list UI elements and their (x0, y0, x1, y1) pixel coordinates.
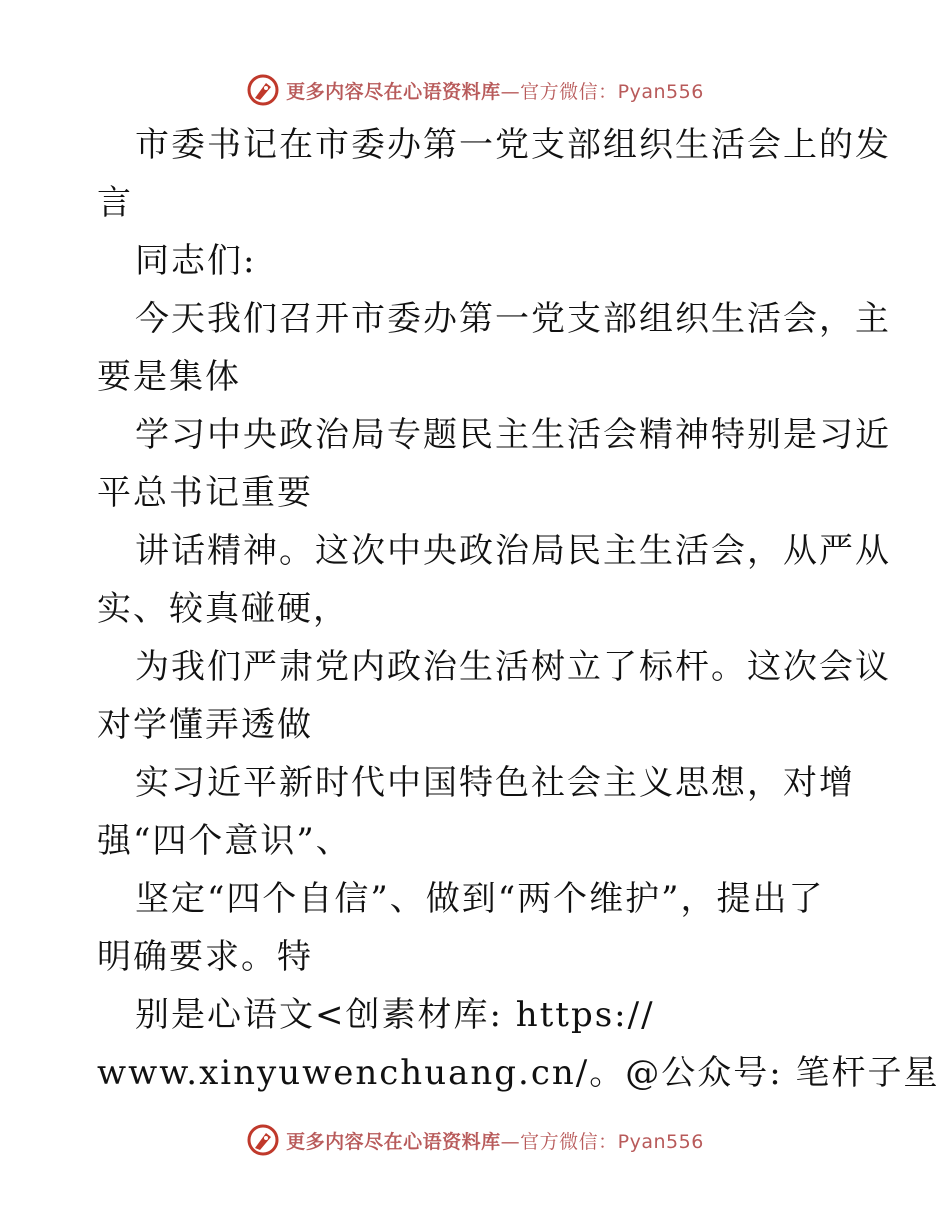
pen-nib-circle-icon (246, 1123, 280, 1157)
footer-banner (0, 1122, 950, 1158)
title-line-2: 言 (97, 183, 133, 223)
header-text-wechat: —官方微信：Pyan556 (500, 80, 704, 103)
paragraph-line: 对学懂弄透做 (97, 705, 313, 745)
document-body (97, 116, 940, 1102)
header-text (286, 77, 704, 104)
paragraph-line: 学习中央政治局专题民主生活会精神特别是习近 (135, 415, 891, 455)
paragraph-line: 平总书记重要 (97, 473, 313, 513)
footer-text (286, 1127, 704, 1154)
paragraph-line: 讲话精神。这次中央政治局民主生活会，从严从 (135, 531, 891, 571)
header-text-bold: 更多内容尽在心语资料库 (286, 80, 501, 103)
footer-text-wechat: —官方微信：Pyan556 (500, 1130, 704, 1153)
paragraph-line: 明确要求。特 (97, 937, 313, 977)
header-banner (0, 72, 950, 108)
footer-text-bold: 更多内容尽在心语资料库 (286, 1130, 501, 1153)
paragraph-line-url: www.xinyuwenchuang.cn/。@公众号: 笔杆子星 (97, 1053, 940, 1093)
paragraph-line: 为我们严肃党内政治生活树立了标杆。这次会议 (135, 647, 891, 687)
paragraph-line: 今天我们召开市委办第一党支部组织生活会，主 (135, 299, 891, 339)
paragraph-line: 强“四个意识”、 (97, 821, 352, 861)
paragraph-line: 坚定“四个自信”、做到“两个维护”，提出了 (135, 879, 825, 919)
pen-nib-circle-icon (246, 73, 280, 107)
paragraph-line: 实、较真碰硬， (97, 589, 349, 629)
paragraph-line-url: 别是心语文<创素材库: https:// (135, 995, 655, 1035)
paragraph-line: 要是集体 (97, 357, 241, 397)
paragraph-line: 实习近平新时代中国特色社会主义思想，对增 (135, 763, 855, 803)
salutation: 同志们: (135, 241, 257, 281)
title-line-1: 市委书记在市委办第一党支部组织生活会上的发 (135, 125, 891, 165)
